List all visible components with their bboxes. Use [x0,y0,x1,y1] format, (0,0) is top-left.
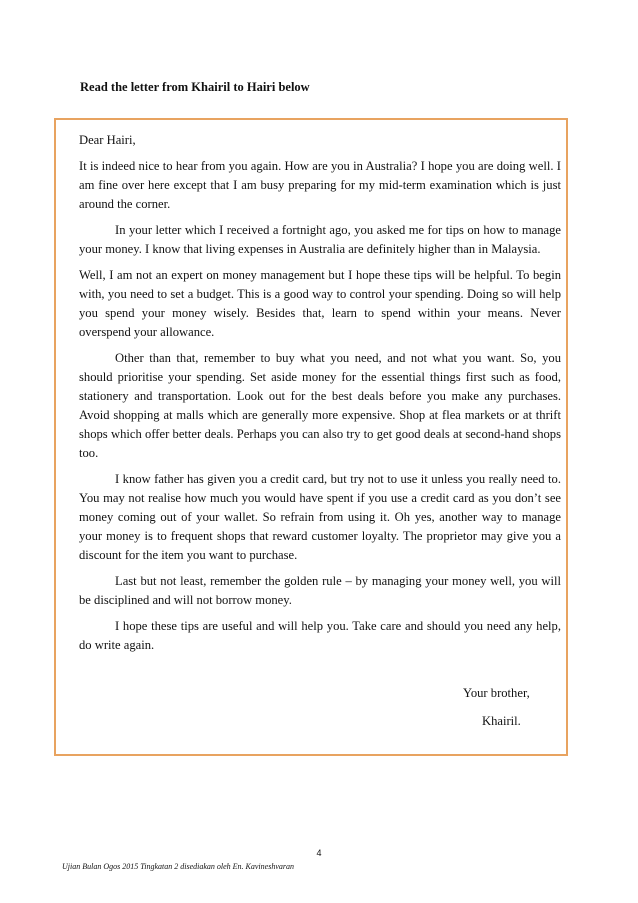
letter-closing-block [463,684,530,731]
letter-closing: Your brother, [463,686,530,700]
letter-paragraph-4: Other than that, remember to buy what you need, and not what you want. So, you should prioritise your spending. Set aside money for the essential things first such as food, stationery and transportation. Look out for the best deals before you make any purchases. Avoid shopping at malls which are generally more expensive. Shop at flea markets or at thrift shops which offer better deals. Perhaps you can also try to get good deals at second-hand shops too. [79,351,561,460]
page-footer: Ujian Bulan Ogos 2015 Tingkatan 2 disediakan oleh En. Kavineshvaran [62,862,294,871]
letter-body [79,131,561,662]
letter-paragraph-3: Well, I am not an expert on money management but I hope these tips will be helpful. To begin with, you need to set a budget. This is a good way to control your spending. Doing so will help you spend your money wisely. Besides that, learn to spend within your means. Never overspend your allowance. [79,268,561,339]
page-number: 4 [316,848,322,858]
letter-paragraph-5: I know father has given you a credit card, but try not to use it unless you really need to. You may not realise how much you would have spent if you use a credit card as you don’t see money coming out of your wallet. So refrain from using it. Oh yes, another way to manage your money is to frequent shops that reward customer loyalty. The proprietor may give you a discount for the item you want to purchase. [79,472,561,562]
letter-paragraph-7: I hope these tips are useful and will help you. Take care and should you need any help, do write again. [79,619,561,652]
page-heading: Read the letter from Khairil to Hairi below [80,80,310,94]
letter-salutation: Dear Hairi, [79,133,136,147]
letter-paragraph-1: It is indeed nice to hear from you again. How are you in Australia? I hope you are doing well. I am fine over here except that I am busy preparing for my mid-term examination which is just around the corner. [79,159,561,211]
letter-paragraph-2: In your letter which I received a fortnight ago, you asked me for tips on how to manage your money. I know that living expenses in Australia are definitely higher than in Malaysia. [79,223,561,256]
letter-paragraph-6: Last but not least, remember the golden rule – by managing your money well, you will be disciplined and will not borrow money. [79,574,561,607]
letter-signature: Khairil. [482,714,521,728]
